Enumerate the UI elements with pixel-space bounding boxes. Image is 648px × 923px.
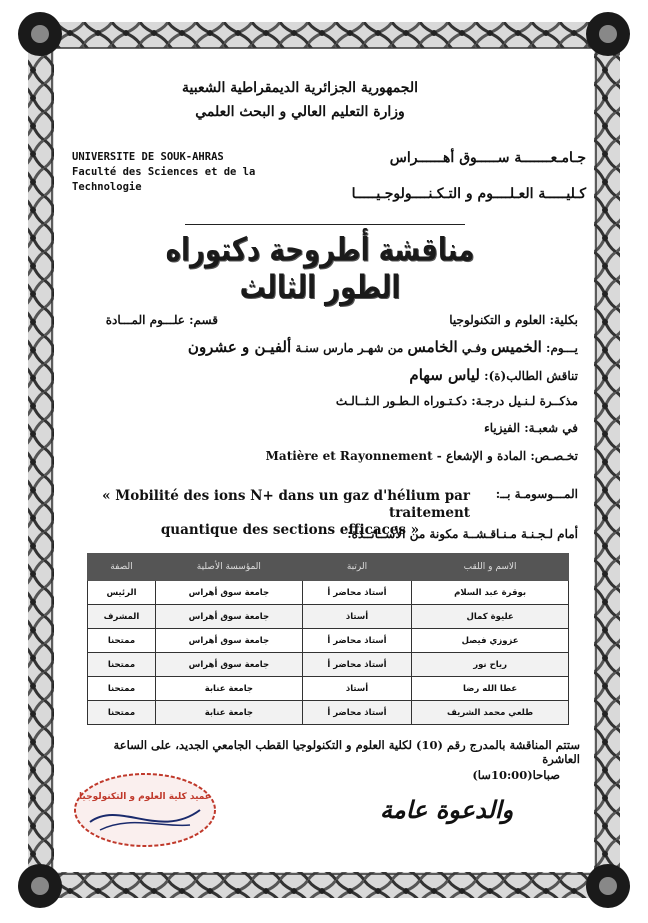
student-label: تناقش الطالب(ة): <box>484 369 578 383</box>
table-row <box>88 629 569 653</box>
table-row <box>88 677 569 701</box>
speciality-label: تخـصـص: المادة و الإشعاع - <box>436 449 578 463</box>
member-name: عطا الله رضا <box>412 677 569 701</box>
member-name: عزوزي فيصل <box>412 629 569 653</box>
university-fr-block <box>72 150 317 195</box>
ministry-header: وزارة التعليم العالي و البحث العلمي <box>195 104 405 120</box>
venue-text: ستتم المناقشة بالمدرج رقم (10) لكلية العلوم و التكنولوجيا القطب الجامعي الجديد، على الساعة العاشرة <box>113 738 580 766</box>
day-label: يـــوم: <box>546 341 578 355</box>
republic-header: الجمهورية الجزائرية الديمقراطية الشعبية <box>181 80 418 96</box>
date-value: الخامس <box>407 338 458 356</box>
col-rank: الرتبة <box>302 554 411 581</box>
table-row <box>88 581 569 605</box>
student-name: لياس سهام <box>409 366 480 384</box>
stamp-icon <box>70 770 220 850</box>
time-text: صباحا(10:00سا) <box>472 768 560 782</box>
stamp-text: عميد كلية العلوم و التكنولوجيا <box>79 792 211 802</box>
member-institution: جامعة سوق أهراس <box>155 629 302 653</box>
table-row <box>88 653 569 677</box>
member-rank: أستاذ محاضر أ <box>302 701 411 725</box>
divider <box>185 224 465 225</box>
jury-header-row <box>88 554 569 581</box>
member-role: الرئيس <box>88 581 156 605</box>
member-rank: أستاذ <box>302 605 411 629</box>
document-title: مناقشة أطروحة دكتوراه الطور الثالث <box>165 231 475 307</box>
and-word: وفـي <box>461 341 487 355</box>
faculty-line: بكلية: العلوم و التكنولوجيا <box>449 313 578 327</box>
thesis-label: المـــوسومـة بــ: <box>495 487 578 501</box>
member-institution: جامعة عنابة <box>155 701 302 725</box>
table-row <box>88 701 569 725</box>
member-rank: أستاذ محاضر أ <box>302 653 411 677</box>
department-line: قسم: علـــوم المـــادة <box>105 313 218 327</box>
member-rank: أستاذ محاضر أ <box>302 629 411 653</box>
branch-line: في شعبـة: الفيزياء <box>484 421 578 435</box>
month-text: من شهـر مارس سنـة <box>295 341 404 355</box>
jury-table <box>87 553 569 725</box>
faculty-fr-line2: Technologie <box>72 181 142 193</box>
member-institution: جامعة سوق أهراس <box>155 653 302 677</box>
member-role: المشرف <box>88 605 156 629</box>
table-row <box>88 605 569 629</box>
member-name: عليوة كمال <box>412 605 569 629</box>
university-ar: جـامـعـــــــة ســـــوق أهــــــراس <box>389 150 586 166</box>
member-rank: أستاذ محاضر أ <box>302 581 411 605</box>
thesis-title-line2: quantique des sections efficaces » <box>160 522 420 538</box>
year-value: ألفيـن و عشرون <box>187 338 292 356</box>
member-role: ممتحنا <box>88 653 156 677</box>
member-role: ممتحنا <box>88 701 156 725</box>
col-role: الصفة <box>88 554 156 581</box>
member-role: ممتحنا <box>88 677 156 701</box>
col-institution: المؤسسة الأصلية <box>155 554 302 581</box>
member-institution: جامعة سوق أهراس <box>155 581 302 605</box>
member-name: طلعي محمد الشريف <box>412 701 569 725</box>
member-institution: جامعة سوق أهراس <box>155 605 302 629</box>
member-name: رياح نور <box>412 653 569 677</box>
jury-intro: أمام لـجـنـة مـنـاقـشــة مكونة من الأســاتــذة: <box>347 527 578 541</box>
member-name: بوقرة عبد السلام <box>412 581 569 605</box>
thesis-title-line1: « Mobilité des ions N+ dans un gaz d'hélium par traitement <box>102 488 470 521</box>
speciality-line <box>266 449 578 463</box>
official-stamp <box>70 770 220 850</box>
member-institution: جامعة عنابة <box>155 677 302 701</box>
member-role: ممتحنا <box>88 629 156 653</box>
faculty-fr-line1: Faculté des Sciences et de la <box>72 166 256 178</box>
date-line <box>188 338 578 356</box>
invitation-text: والدعوة عامة <box>380 795 514 824</box>
col-name: الاسم و اللقب <box>412 554 569 581</box>
degree-line: مذكــرة لـنـيل درجـة: دكـتـوراه الـطـور الـثــالـث <box>335 394 578 408</box>
day-value: الخميس <box>491 338 542 356</box>
member-rank: أستاذ <box>302 677 411 701</box>
student-line <box>409 366 578 384</box>
speciality-fr: Matière et Rayonnement <box>265 449 433 463</box>
university-fr: UNIVERSITE DE SOUK-AHRAS <box>72 151 224 163</box>
faculty-ar: كـليـــــة العـلــــوم و التـكـنــــولوجـيـــــا <box>351 186 586 202</box>
